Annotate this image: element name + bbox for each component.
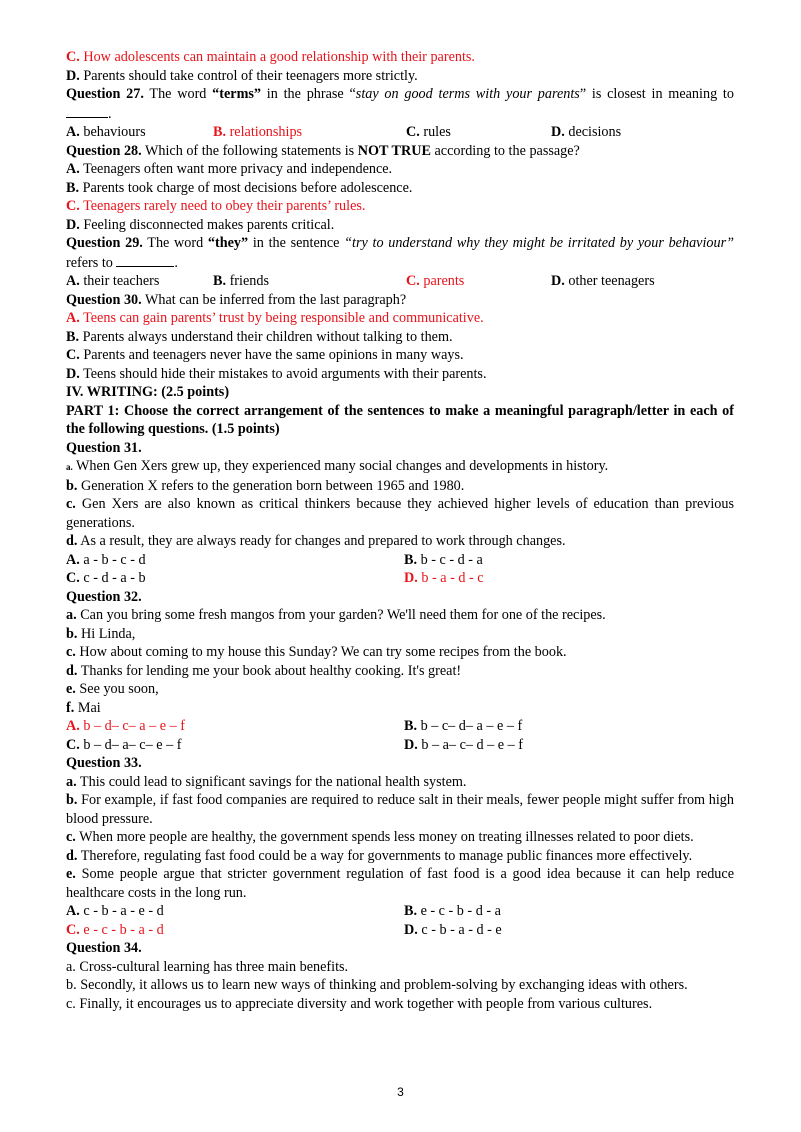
q32-item-d: d. Thanks for lending me your book about healthy cooking. It's great! [66,662,462,679]
q28-option-c: C. Teenagers rarely need to obey their parents’ rules. [66,198,366,214]
q33-item-e: e. Some people argue that stricter government regulation of fast food is a good idea because it can help reduce healthcare costs in the long run. [66,866,734,901]
q27-stem: Question 27. The word “terms” in the phrase “stay on good terms with your parents” is closest in meaning to . [66,86,734,122]
q34-label: Question 34. [66,940,142,956]
q29-options [66,272,734,291]
q32-item-f: f. Mai [66,699,101,716]
q34-item-b: b. Secondly, it allows us to learn new ways of thinking and problem-solving by exchanging ideas with others. [66,977,688,993]
exam-page [66,48,734,1013]
q29-option-a: A. their teachers [66,273,160,289]
q33-item-a: a. This could lead to significant savings for the national health system. [66,773,467,790]
q30-option-d: D. Teens should hide their mistakes to avoid arguments with their parents. [66,365,487,382]
page-number: 3 [397,1085,404,1099]
q30-option-c: C. Parents and teenagers never have the same opinions in many ways. [66,347,464,363]
q33-item-d: d. Therefore, regulating fast food could be a way for governments to manage public finances more effectively. [66,847,693,864]
q29-stem: Question 29. The word “they” in the sentence “try to understand why they might be irritated by your behaviour” refers to . [66,235,735,271]
q29-option-b: B. friends [213,273,269,289]
q33-option-a: A. c - b - a - e - d [66,903,164,919]
q31-item-a: a. When Gen Xers grew up, they experienced many social changes and developments in history. [66,458,609,474]
q31-options-row2 [66,569,734,588]
answer-blank [116,253,174,267]
q33-item-b: b. For example, if fast food companies are required to reduce salt in their meals, fewer people might suffer from high blood pressure. [66,792,734,827]
q31-option-a: A. a - b - c - d [66,551,146,568]
q27-option-c: C. rules [406,124,451,140]
q32-options-row2 [66,736,734,755]
q31-item-b: b. Generation X refers to the generation born between 1965 and 1980. [66,477,465,494]
q32-option-a: A. b – d– c– a – e – f [66,718,185,734]
answer-blank [66,104,108,118]
q28-option-b: B. Parents took charge of most decisions before adolescence. [66,179,413,196]
q32-item-c: c. How about coming to my house this Sunday? We can try some recipes from the book. [66,644,567,660]
q29-option-d: D. other teenagers [551,273,655,289]
q32-options-row1 [66,717,734,736]
q32-label: Question 32. [66,588,142,605]
q31-option-c: C. c - d - a - b [66,570,146,586]
part1-instructions: PART 1: Choose the correct arrangement of the sentences to make a meaningful paragraph/letter in each of the following questions. (1.5 points) [66,402,734,437]
q33-item-c: c. When more people are healthy, the government spends less money on treating illnesses related to poor diets. [66,829,694,845]
q30-stem: Question 30. What can be inferred from the last paragraph? [66,291,407,308]
q32-item-e: e. See you soon, [66,681,159,697]
q26-option-d: D. Parents should take control of their teenagers more strictly. [66,67,418,84]
q30-option-a: A. Teens can gain parents’ trust by being responsible and communicative. [66,310,484,326]
q31-item-d: d. As a result, they are always ready for changes and prepared to work through changes. [66,533,566,549]
q29-option-c: C. parents [406,273,465,289]
q33-option-d: D. c - b - a - d - e [404,921,502,938]
q32-item-b: b. Hi Linda, [66,625,136,642]
q28-option-a: A. Teenagers often want more privacy and independence. [66,161,393,177]
q32-option-b: B. b – c– d– a – e – f [404,718,523,734]
q27-option-b: B. relationships [213,124,303,140]
writing-heading: IV. WRITING: (2.5 points) [66,384,230,400]
q31-label: Question 31. [66,439,142,456]
q31-item-c: c. Gen Xers are also known as critical thinkers because they achieved higher levels of education than previous generations. [66,496,734,531]
q33-options-row1 [66,902,734,921]
q32-item-a: a. Can you bring some fresh mangos from your garden? We'll need them for one of the recipes. [66,607,606,623]
q28-option-d: D. Feeling disconnected makes parents critical. [66,216,335,233]
q32-option-d: D. b – a– c– d – e – f [404,736,523,753]
q28-stem: Question 28. Which of the following statements is NOT TRUE according to the passage? [66,142,580,159]
q30-option-b: B. Parents always understand their children without talking to them. [66,328,453,345]
q27-option-a: A. behaviours [66,124,146,140]
q27-option-d: D. decisions [551,124,622,140]
q31-option-d: D. b - a - d - c [404,570,484,586]
q33-option-c: C. e - c - b - a - d [66,921,164,938]
q31-option-b: B. b - c - d - a [404,551,483,568]
q33-option-b: B. e - c - b - d - a [404,903,501,919]
q33-label: Question 33. [66,755,142,771]
q31-options-row1 [66,551,734,570]
q26-option-c: C. How adolescents can maintain a good relationship with their parents. [66,49,475,65]
q27-options [66,123,734,142]
q34-item-c: c. Finally, it encourages us to appreciate diversity and work together with people from various cultures. [66,995,653,1012]
q33-options-row2 [66,921,734,940]
q34-item-a: a. Cross-cultural learning has three main benefits. [66,958,349,975]
q32-option-c: C. b – d– a– c– e – f [66,736,182,753]
